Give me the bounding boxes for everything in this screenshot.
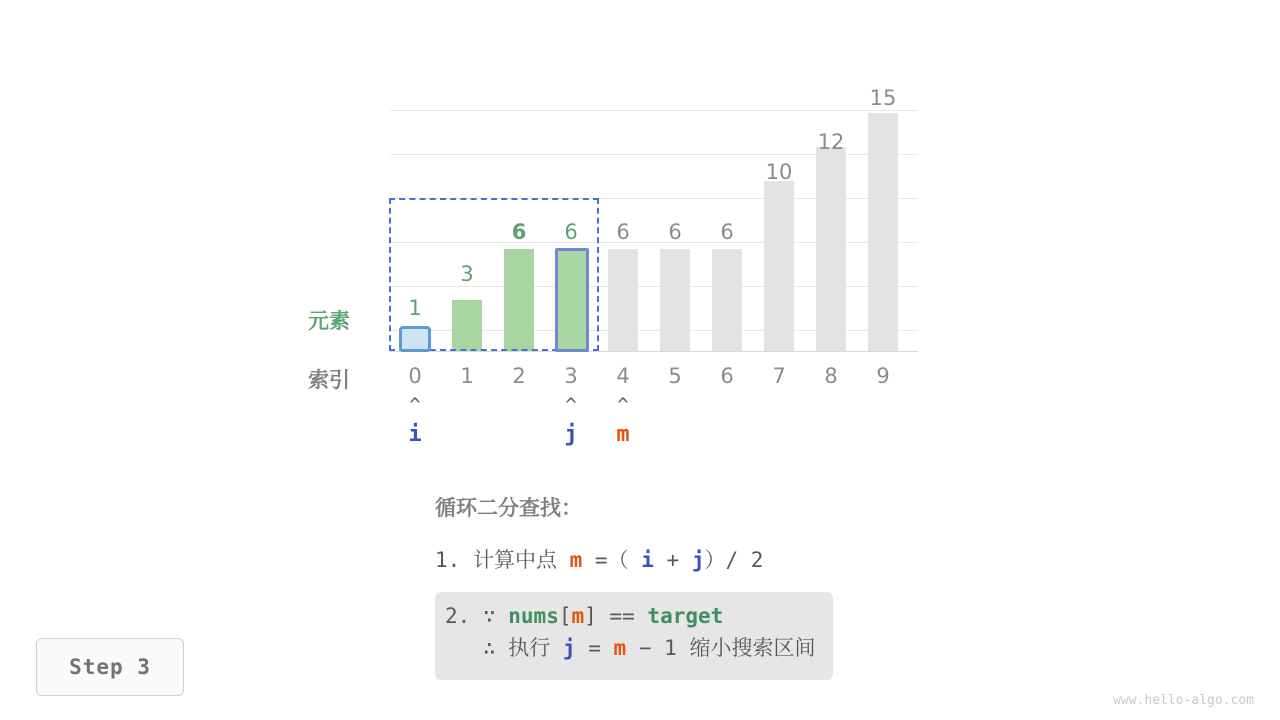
- x-axis: [390, 351, 918, 352]
- bar-value-7: 10: [765, 160, 793, 184]
- index-label-6: 6: [720, 364, 734, 388]
- step-2-nums: nums: [508, 604, 559, 628]
- step-badge: Step 3: [36, 638, 184, 696]
- bar-5: [660, 249, 690, 351]
- index-label-8: 8: [824, 364, 838, 388]
- index-label-1: 1: [460, 364, 474, 388]
- bar-value-4: 6: [616, 220, 630, 244]
- bar-value-8: 12: [817, 130, 845, 154]
- step-1-eq: =（: [594, 548, 629, 572]
- bar-value-5: 6: [668, 220, 682, 244]
- step-2-exec: 执行: [508, 636, 551, 660]
- index-label-2: 2: [512, 364, 526, 388]
- step-2-because: ∵: [482, 604, 496, 628]
- bar-value-2: 6: [511, 220, 527, 244]
- step-1-plus: +: [666, 548, 680, 572]
- step-2-bracket-open: [: [558, 604, 572, 628]
- step-2-minus: −: [638, 636, 652, 660]
- step-2-bracket-close: ]: [584, 604, 597, 628]
- index-label-9: 9: [876, 364, 890, 388]
- index-label-4: 4: [616, 364, 630, 388]
- step-1-text: 计算中点: [472, 548, 557, 572]
- step-2-eqeq: ==: [609, 604, 635, 628]
- watermark: www.hello-algo.com: [1113, 693, 1254, 708]
- bar-value-9: 15: [869, 86, 897, 110]
- pointer-label-j: j: [564, 422, 578, 447]
- step-2-m2: m: [613, 636, 627, 660]
- bar-value-6: 6: [720, 220, 734, 244]
- caret-icon-i: ^: [409, 394, 421, 416]
- step-2-number: 2.: [445, 604, 471, 628]
- step-2-line-2: [445, 632, 815, 662]
- caption-block: [435, 492, 1055, 680]
- step-2-tail: 缩小搜索区间: [689, 636, 816, 660]
- pointer-label-m: m: [616, 422, 630, 447]
- bar-value-3: 6: [564, 220, 578, 244]
- caret-icon-j: ^: [565, 394, 577, 416]
- step-2-target: target: [647, 604, 724, 628]
- bar-value-0: 1: [408, 296, 422, 320]
- pointer-j-bar-outline: [555, 248, 589, 352]
- bar-8: [816, 147, 846, 351]
- step-2-line-1: [445, 604, 815, 628]
- bar-4: [608, 249, 638, 351]
- step-2-one: 1: [664, 636, 677, 660]
- index-label-3: 3: [564, 364, 578, 388]
- pointer-label-i: i: [408, 422, 422, 447]
- bar-6: [712, 249, 742, 351]
- bar-value-1: 3: [460, 262, 474, 286]
- step-2-m: m: [571, 604, 585, 628]
- step-1-m: m: [569, 548, 583, 572]
- step-1-j: j: [691, 548, 705, 572]
- index-label-0: 0: [408, 364, 422, 388]
- axis-title-elements: 元素: [308, 309, 350, 333]
- caret-icon-m: ^: [617, 394, 629, 416]
- bar-9: [868, 113, 898, 351]
- target-highlight-box: [399, 326, 431, 352]
- step-1-number: 1.: [435, 548, 461, 572]
- index-label-5: 5: [668, 364, 682, 388]
- axis-title-index: 索引: [308, 368, 350, 392]
- step-2-j: j: [562, 636, 576, 660]
- step-2-box: [435, 592, 833, 680]
- step-1-i: i: [641, 548, 654, 572]
- bar-7: [764, 181, 794, 351]
- step-2-therefore: ∴: [482, 636, 496, 660]
- caption-title: 循环二分查找：: [435, 496, 582, 520]
- index-label-7: 7: [772, 364, 786, 388]
- step-1-line: [435, 544, 1055, 574]
- step-1-tail: ）/ 2: [704, 548, 764, 572]
- step-2-assign: =: [588, 636, 601, 660]
